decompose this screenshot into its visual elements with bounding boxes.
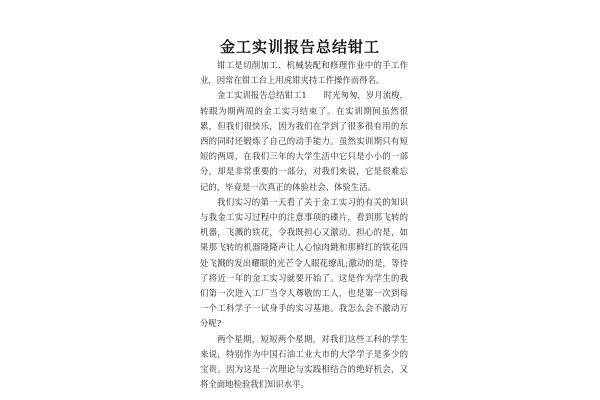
- paragraph-first-day: 我们实习的第一天看了关于金工实习的有关的知识与我金工实习过程中的注意事项的碟片，看到那飞转的机器，飞溅的铁花，令我既担心又激动。担心的是，如果那飞转的机器隆隆声让人心惊肉跳和那鲜红的铁花四处飞溅的发出耀眼的光芒令人眼花缭乱;激动的是，等待了将近一年的金工实习就要开始了。这是作为学生的我们第一次进入工厂当令人尊敬的工人，也是第一次到每一个工科学子一试身手的实习基地。我怎么会不激动万分呢?: [200, 196, 408, 329]
- paragraph-report-1: 金工实训报告总结钳工1 时光匆匆，岁月流梭，转眼为期两周的金工实习结束了。在实训期间虽然很累，但我们很快乐，因为我们在学到了很多很有用的东西的同时还锻炼了自己的动手能力。虽然实训期只有短短的两周，在我们三年的大学生活中它只是小小的一部分，却是非常重要的一部分，对我们来说，它是很难忘记的，毕竟是一次真正的体验社会、体验生活。: [200, 90, 408, 192]
- document-title: 金工实训报告总结钳工: [219, 38, 380, 56]
- paragraph-two-weeks: 两个星期，短短两个星期，对我们这些工科的学生来说，特别作为中国石油工业大市的大学学子是多少的宝贵。因为这是一次理论与实践相结合的绝好机会，又将全面地检验我们知识水平。: [200, 333, 408, 390]
- paragraph-intro: 钳工是切削加工、机械装配和修理作业中的手工作业，因常在钳工台上用虎钳夹持工件操作而得名。: [200, 60, 408, 86]
- document-body: [200, 58, 408, 392]
